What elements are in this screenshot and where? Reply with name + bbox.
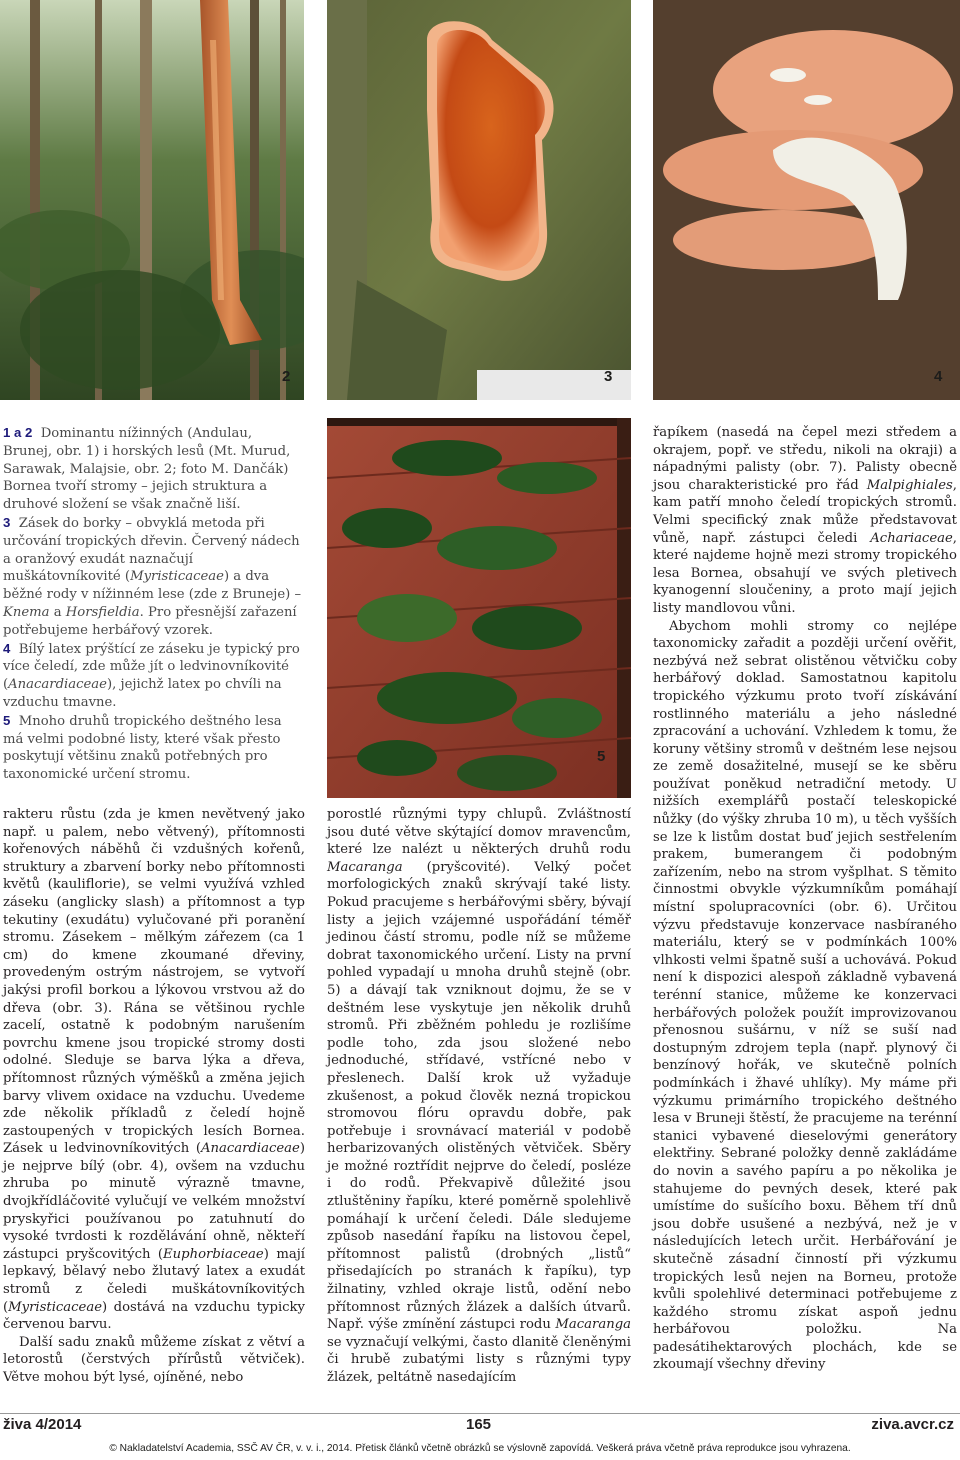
taxon-name: Anacardiaceae bbox=[8, 677, 107, 693]
article-column-1 bbox=[3, 806, 305, 1387]
caption-1-2 bbox=[3, 424, 305, 514]
journal-website: ziva.avcr.cz bbox=[871, 1416, 954, 1433]
body-text: se vyznačují velkými, často dlanitě členěnými či hrubě zubatými listy s různými typy žlázek, peltátně nasedajícím bbox=[327, 1334, 631, 1385]
taxon-name: Horsfieldia bbox=[65, 604, 140, 620]
paragraph bbox=[653, 424, 957, 618]
caption-number: 1 a 2 bbox=[3, 425, 33, 440]
body-text: řapíkem (nasedá na čepel mezi středem a okrajem, popř. ve středu, nikoli na okraji) a nápadnými palisty (obr. 7). Palisty obecně jsou charakteristické pro řád bbox=[653, 425, 957, 493]
body-text: , kam patří mnoho čeledí tropických stromů. Velmi specifický znak může představovat vůně, např. zástupci čeledi bbox=[653, 477, 957, 546]
photo-white-latex bbox=[653, 0, 960, 400]
taxon-name: Malpighiales bbox=[866, 477, 953, 493]
body-text: ) je nejprve bílý (obr. 4), ovšem na vzduchu zhruba po minutě výrazně tmavne, dvojkřídláčovité vylučují ve velkém množství pryskyřici používanou po zatuhnutí do vysoké tvrdosti k rozdělávání ohně, někteří zástupci pryšcovitých ( bbox=[3, 1141, 305, 1262]
body-text: porostlé různými typy chlupů. Zvláštností jsou duté větve skýtající domov mravencům, které lze nalézt u některých druhů rodu bbox=[327, 807, 631, 858]
caption-text: Bílý latex prýštící ze záseku je typický pro více čeledí, zde může jít o ledvinovníkovité ( bbox=[3, 641, 300, 693]
caption-3 bbox=[3, 514, 305, 640]
taxon-name: Myristicaceae bbox=[130, 569, 224, 585]
copyright-notice: © Nakladatelství Academia, SSČ AV ČR, v. v. i., 2014. Přetisk článků včetně obrázků se výslovně zapovídá. Veškerá práva včetně práva reprodukce jsou vyhrazena. bbox=[109, 1443, 851, 1454]
body-text: (pryšcovité). Velký počet morfologických znaků skrývají také listy. Pokud pracujeme s herbářovými sběry, bývají listy a jejich vzájemné uspořádání téměř jedinou částí stromu, podle níž se můžeme dobrat taxonomického určení. Listy na první pohled vypadají u mnoha druhů stejně (obr. 5) a dávají tak vzniknout dojmu, že se v deštném lese vyskytuje jen několik druhů stromů. Při zběžném pohledu je rozlišíme podle toho, zda jsou složené nebo jednoduché, střídavé, vstřícné nebo v přeslenech. Další krok už vyžaduje zkušenost, a pokud člověk nezná tropickou stromovou flóru opravdu dobře, pak potřebuje i srovnávací materiál v podobě herbarizovaných olistěných větviček. Sběry je možné roztřídit nejprve do čeledí, posléze i do rodů. Překvapivě důležité jsou ztluštěniny řapíku, které poměrně spolehlivě pomáhají k určení čeledi. Dále sledujeme způsob nasedání řapíku na listovou čepel, přítomnost palistů (drobných „listů“ přisedajících po stranách k řapíku), typ žilnatiny, vzhled okraje listů, odění nebo přítomnost různých žlázek a dalších útvarů. Např. výše zmínění zástupci rodu bbox=[327, 859, 631, 1333]
taxon-name: Knema bbox=[3, 604, 50, 620]
taxon-name: Achariaceae bbox=[870, 530, 953, 546]
taxon-name: Euphorbiaceae bbox=[163, 1246, 264, 1262]
taxon-name: Macaranga bbox=[327, 859, 403, 875]
paragraph bbox=[327, 806, 631, 1387]
caption-text: Mnoho druhů tropického deštného lesa má velmi podobné listy, které však přesto poskytují většinu znaků potřebných pro taxonomické určení stromu. bbox=[3, 713, 282, 783]
body-text: rakteru růstu (zda je kmen nevětvený jako např. u palem, nebo větvený), přítomnosti kořenových náběhů či vzdušných kořenů, struktury a zbarvení borky nebo přítomnosti květů (kauliflorie), se velmi využívá vzhled záseku (anglicky slash) a přítomnost a typ tekutiny (exudátu) vylučované při poranění stromu. Zásekem – mělkým zářezem (ca 1 cm) do kmene zkoumané dřeviny, provedeným ostrým nástrojem, se vytvoří jakýsi profil borkou a lýkovou vrstvou až do dřeva (obr. 3). Rána se většinou rychle zacelí, ostatně k podobným narušením povrchu kmene jsou tropické stromy dosti odolné. Sleduje se barva lýka a dřeva, přítomnost různých výměšků a změna jejich barvy vlivem oxidace na vzduchu. Uvedeme zde několik příkladů z čeledí hojně zastoupených v tropických lesích Bornea. Zásek u ledvinovníkovitých ( bbox=[3, 807, 305, 1157]
caption-5 bbox=[3, 712, 305, 784]
journal-issue: živa 4/2014 bbox=[3, 1416, 82, 1433]
caption-text: a bbox=[49, 604, 66, 620]
page-number: 165 bbox=[466, 1416, 492, 1433]
photo-number: 3 bbox=[604, 368, 613, 385]
taxon-name: Myristicaceae bbox=[8, 1299, 103, 1315]
paragraph: Další sadu znaků můžeme získat z větví a letorostů (čerstvých přírůstů větviček). Větve mohou být lysé, ojíněné, nebo bbox=[3, 1334, 305, 1385]
caption-4 bbox=[3, 640, 305, 712]
paragraph bbox=[3, 806, 305, 1334]
caption-text: Zásek do borky – obvyklá metoda při určování tropických dřevin. Červený nádech a oranžový exudát naznačují muškátovníkovité ( bbox=[3, 515, 300, 585]
taxon-name: Anacardiaceae bbox=[201, 1141, 300, 1157]
caption-text: Dominantu nížinných (Andulau, Brunej, obr. 1) i horských lesů (Mt. Murud, Sarawak, Malajsie, obr. 2; foto M. Dančák) Bornea tvoří stromy – jejich struktura a druhové složení se však značně liší. bbox=[3, 426, 291, 513]
photo-number: 2 bbox=[282, 368, 291, 385]
photo-number: 5 bbox=[597, 748, 606, 765]
caption-number: 3 bbox=[3, 514, 11, 530]
caption-text: . Pro přesnější zařazení potřebujeme herbářový vzorek. bbox=[3, 604, 297, 638]
photo-red-slash bbox=[327, 0, 631, 400]
body-text: ) mají lepkavý, bělavý nebo žlutavý latex a exudát stromů z čeledi muškátovníkovitých ( bbox=[3, 1246, 306, 1315]
photo-forest bbox=[0, 0, 304, 400]
caption-text: ), jejichž latex po chvíli na vzduchu tmavne. bbox=[3, 677, 282, 710]
photo-number: 4 bbox=[934, 368, 943, 385]
caption-number: 4 bbox=[3, 640, 11, 656]
footer-divider bbox=[0, 1413, 960, 1414]
figure-captions bbox=[3, 424, 305, 784]
caption-text: ) a dva běžné rody v nížinném lese (zde z Bruneje) – bbox=[3, 569, 302, 603]
photo-leaf-specimens bbox=[327, 418, 631, 798]
body-text: , které najdeme hojně mezi stromy tropického lesa Bornea, obsahují ve svých pletivech kyanogenní sloučeniny, a proto mají jejich listy mandlovou vůni. bbox=[653, 530, 957, 616]
paragraph: Abychom mohli stromy co nejlépe taxonomicky zařadit a později určení ověřit, nezbývá než sebrat olistěnou větvičku coby herbářový doklad. Samostatnou kapitolu tropického výzkumu proto tvoří získávání rostlinného materiálu a jeho následné zpracování a uchování. Vzhledem k tomu, že koruny většiny stromů v deštném lese nejsou ze země dosažitelné, musejí se ke sběru používat poněkud netradiční metody. U nižších exemplářů postačí teleskopické nůžky (do výšky zhruba 10 m), u těch vyšších se lze k listům dostat buď jejich sestřelením prakem, bumerangem či podobným zařízením, nebo na strom vyšplhat. S těmito činnostmi obvykle výzkumníkům pomáhají místní spolupracovníci (obr. 6). Určitou výzvu představuje konzervace nasbíraného materiálu, který se v podmínkách 100% vlhkosti velmi špatně suší a uchovává. Pokud není k dispozici alespoň základně vybavená terénní stanice, můžeme ke konzervaci herbářových položek použít improvizovanou přenosnou sušárnu, v níž se suší nad dostupným zdrojem tepla (např. plynový či benzínový hořák, ve skutečně polních podmínkách i žhavé uhlíky). My máme při výzkumu primárního tropického deštného lesa v Bruneji štěstí, že pracujeme na terénní stanici vybavené dieselovými generátory elektřiny. Sebrané položky denně zakládáme do novin a savého papíru a po několika je stahujeme do pevných desek, které pak umístíme do sušícího boxu. Během tří dnů jsou dobře usušené a nezbývá, než je v následujících letech určit. Herbářování je skutečně zásadní činností při výzkumu tropických lesů nejen na Borneu, protože kvůli spolehlivé determinaci potřebujeme z každého stromu získat aspoň jednu herbářovou položku. Na padesátihektarových plochách, kde se zkoumají všechny dřeviny bbox=[653, 618, 957, 1373]
caption-number: 5 bbox=[3, 712, 11, 728]
taxon-name: Macaranga bbox=[555, 1317, 631, 1333]
article-column-2 bbox=[327, 806, 631, 1387]
article-column-3 bbox=[653, 424, 957, 1374]
body-text: ) dostává na vzduchu typicky červenou barvu. bbox=[3, 1299, 305, 1333]
